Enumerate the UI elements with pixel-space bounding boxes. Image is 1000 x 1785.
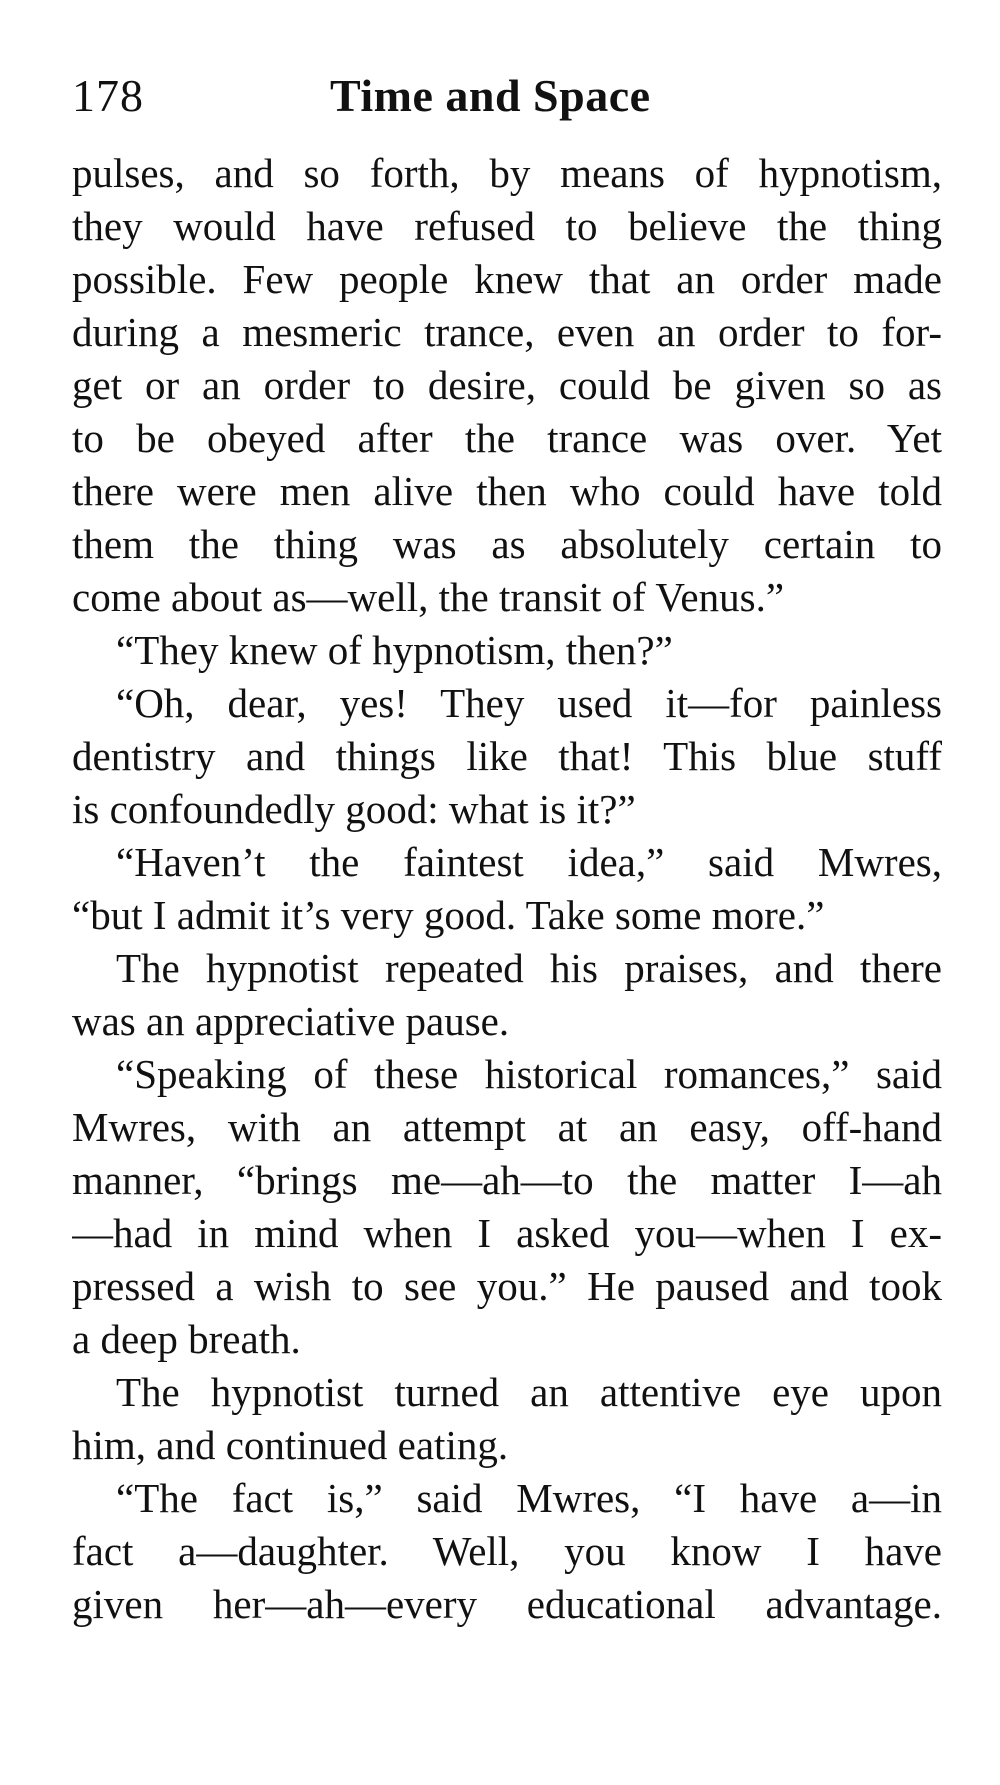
text-line: him, and continued eating. <box>72 1422 509 1468</box>
text-line: “Speaking of these historical romances,” said <box>116 1051 942 1097</box>
text-line: pulses, and so forth, by means of hypnotism, <box>72 150 942 196</box>
body-text <box>72 147 942 1631</box>
text-line: “Oh, dear, yes! They used it—for painless <box>116 680 942 726</box>
page-number: 178 <box>72 70 144 121</box>
text-line: a deep breath. <box>72 1316 301 1362</box>
text-line: come about as—well, the transit of Venus.” <box>72 574 785 620</box>
text-line: during a mesmeric trance, even an order to for- <box>72 309 942 355</box>
text-line: “but I admit it’s very good. Take some more.” <box>72 892 825 938</box>
text-line: there were men alive then who could have told <box>72 468 942 514</box>
text-line: “Haven’t the faintest idea,” said Mwres, <box>116 839 942 885</box>
text-line: given her—ah—every educational advantage. <box>72 1581 942 1627</box>
text-line: is confoundedly good: what is it?” <box>72 786 636 832</box>
text-line: Mwres, with an attempt at an easy, off-hand <box>72 1104 942 1150</box>
text-line: manner, “brings me—ah—to the matter I—ah <box>72 1157 942 1203</box>
text-line: to be obeyed after the trance was over. Yet <box>72 415 942 461</box>
text-line: them the thing was as absolutely certain to <box>72 521 942 567</box>
text-line: dentistry and things like that! This blue stuff <box>72 733 942 779</box>
text-line: The hypnotist turned an attentive eye upon <box>116 1369 942 1415</box>
running-title: Time and Space <box>330 70 651 121</box>
text-line: possible. Few people knew that an order made <box>72 256 942 302</box>
text-line: get or an order to desire, could be given so as <box>72 362 942 408</box>
text-line: pressed a wish to see you.” He paused and took <box>72 1263 942 1309</box>
text-line: “The fact is,” said Mwres, “I have a—in <box>116 1475 942 1521</box>
text-line: was an appreciative pause. <box>72 998 510 1044</box>
text-line: they would have refused to believe the thing <box>72 203 942 249</box>
page-header <box>72 66 942 126</box>
text-line: fact a—daughter. Well, you know I have <box>72 1528 942 1574</box>
text-line: —had in mind when I asked you—when I ex- <box>72 1210 942 1256</box>
text-line: The hypnotist repeated his praises, and there <box>116 945 942 991</box>
text-line: “They knew of hypnotism, then?” <box>116 627 673 673</box>
